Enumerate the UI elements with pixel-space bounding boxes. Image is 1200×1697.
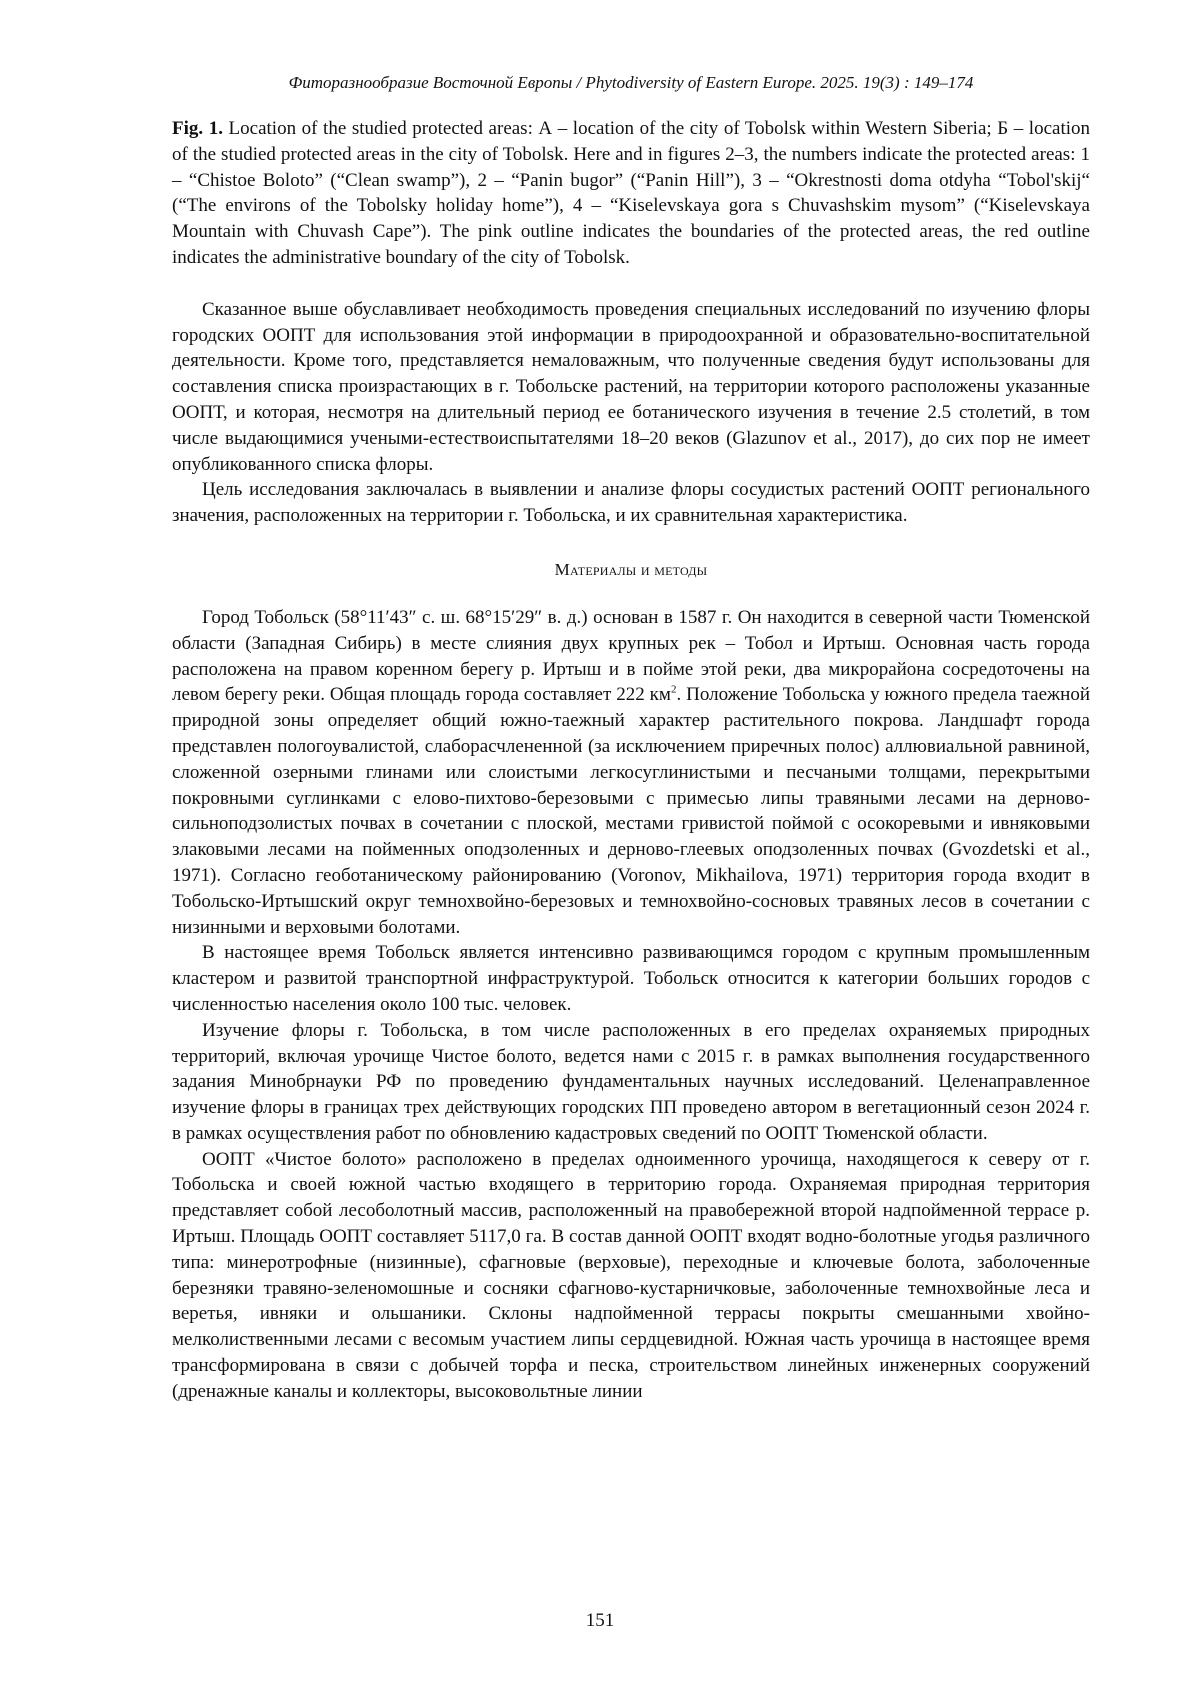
methods-paragraph-1-part-a: Город Тобольск (58°11′43″ с. ш. 68°15′29″ в. д.) основан в 1587 г. Он находится в северной части Тюменской области (Западная Сибирь) в месте слияния двух крупных рек – Тобол и Иртыш. Основная часть города расположена на правом коренном берегу р. Иртыш и в пойме этой реки, два микрорайона сосредоточены на левом берегу реки. Общая площадь города составляет 222 км [172, 607, 1090, 705]
running-head: Фиторазнообразие Восточной Европы / Phytodiversity of Eastern Europe. 2025. 19(3) : 149–174 [172, 72, 1090, 94]
methods-paragraph-4: ООПТ «Чистое болото» расположено в пределах одноименного урочища, находящегося к северу от г. Тобольска и своей южной частью входящего в территорию города. Охраняемая природная территория представляет собой лесоболотный массив, расположенный на правобережной второй надпойменной террасе р. Иртыш. Площадь ООПТ составляет 5117,0 га. В состав данной ООПТ входят водно-болотные угодья различного типа: минеротрофные (низинные), сфагновые (верховые), переходные и ключевые болота, заболоченные березняки травяно-зеленомошные и сосняки сфагново-кустарничковые, заболоченные темнохвойные леса и веретья, ивняки и ольшаники. Склоны надпойменной террасы покрыты смешанными хвойно-мелколиственными лесами с весомым участием липы сердцевидной. Южная часть урочища в настоящее время трансформирована в связи с добычей торфа и песка, строительством линейных инженерных сооружений (дренажные каналы и коллекторы, высоковольтные линии [172, 1147, 1090, 1405]
intro-paragraph-1: Сказанное выше обуславливает необходимость проведения специальных исследований по изучению флоры городских ООПТ для использования этой информации в природоохранной и образовательно-воспитательной деятельности. Кроме того, представляется немаловажным, что полученные сведения будут использованы для составления списка произрастающих в г. Тобольске растений, на территории которого расположены указанные ООПТ, и которая, несмотря на длительный период ее ботанического изучения в течение 2.5 столетий, в том числе выдающимися учеными-естествоиспытателями 18–20 веков (Glazunov et al., 2017), до сих пор не имеет опубликованного списка флоры. [172, 297, 1090, 478]
methods-paragraph-1-part-b: . Положение Тобольска у южного предела таежной природной зоны определяет общий южно-таежный характер растительного покрова. Ландшафт города представлен пологоувалистой, слаборасчлененной (за исключением приречных полос) аллювиальной равниной, сложенной озерными глинами или слоистыми легкосуглинистыми и песчаными толщами, перекрытыми покровными суглинками с елово-пихтово-березовыми с примесью липы травяными лесами на дерново-сильноподзолистых почвах в сочетании с плоской, местами гривистой поймой с осокоревыми и ивняковыми злаковыми лесами на пойменных оподзоленных и дерново-глеевых оподзоленных почвах (Gvozdetski et al., 1971). Согласно геоботаническому районированию (Voronov, Mikhailova, 1971) территория города входит в Тобольско-Иртышский округ темнохвойно-березовых и темнохвойно-сосновых травяных лесов в сочетании с низинными и верховыми болотами. [172, 684, 1090, 937]
section-heading: Материалы и методы [172, 559, 1090, 581]
intro-paragraph-2: Цель исследования заключалась в выявлении и анализе флоры сосудистых растений ООПТ регионального значения, расположенных на территории г. Тобольска, и их сравнительная характеристика. [172, 477, 1090, 529]
figure-caption-text: Location of the studied protected areas: А – location of the city of Tobolsk within Western Siberia; Б – location of the studied protected areas in the city of Tobolsk. Here and in figures 2–3, the numbers indicate the protected areas: 1 – “Chistoe Boloto” (“Clean swamp”), 2 – “Panin bugor” (“Panin Hill”), 3 – “Okrestnosti doma otdyha “Tobol'skij“ (“The environs of the Tobolsky holiday home”), 4 – “Kiselevskaya gora s Chuvashskim mysom” (“Kiselevskaya Mountain with Chuvash Cape”). The pink outline indicates the boundaries of the protected areas, the red outline indicates the administrative boundary of the city of Tobolsk. [172, 118, 1090, 268]
figure-label: Fig. 1. [172, 118, 223, 139]
page-number: 151 [0, 1610, 1200, 1632]
methods-paragraph-1 [172, 605, 1090, 940]
area-unit-superscript: 2 [671, 684, 677, 696]
methods-paragraph-2: В настоящее время Тобольск является интенсивно развивающимся городом с крупным промышленным кластером и развитой транспортной инфраструктурой. Тобольск относится к категории больших городов с численностью населения около 100 тыс. человек. [172, 940, 1090, 1017]
figure-caption [172, 116, 1090, 271]
page [172, 60, 1090, 1405]
methods-paragraph-3: Изучение флоры г. Тобольска, в том числе расположенных в его пределах охраняемых природных территорий, включая урочище Чистое болото, ведется нами с 2015 г. в рамках выполнения государственного задания Минобрнауки РФ по проведению фундаментальных научных исследований. Целенаправленное изучение флоры в границах трех действующих городских ПП проведено автором в вегетационный сезон 2024 г. в рамках осуществления работ по обновлению кадастровых сведений по ООПТ Тюменской области. [172, 1018, 1090, 1147]
